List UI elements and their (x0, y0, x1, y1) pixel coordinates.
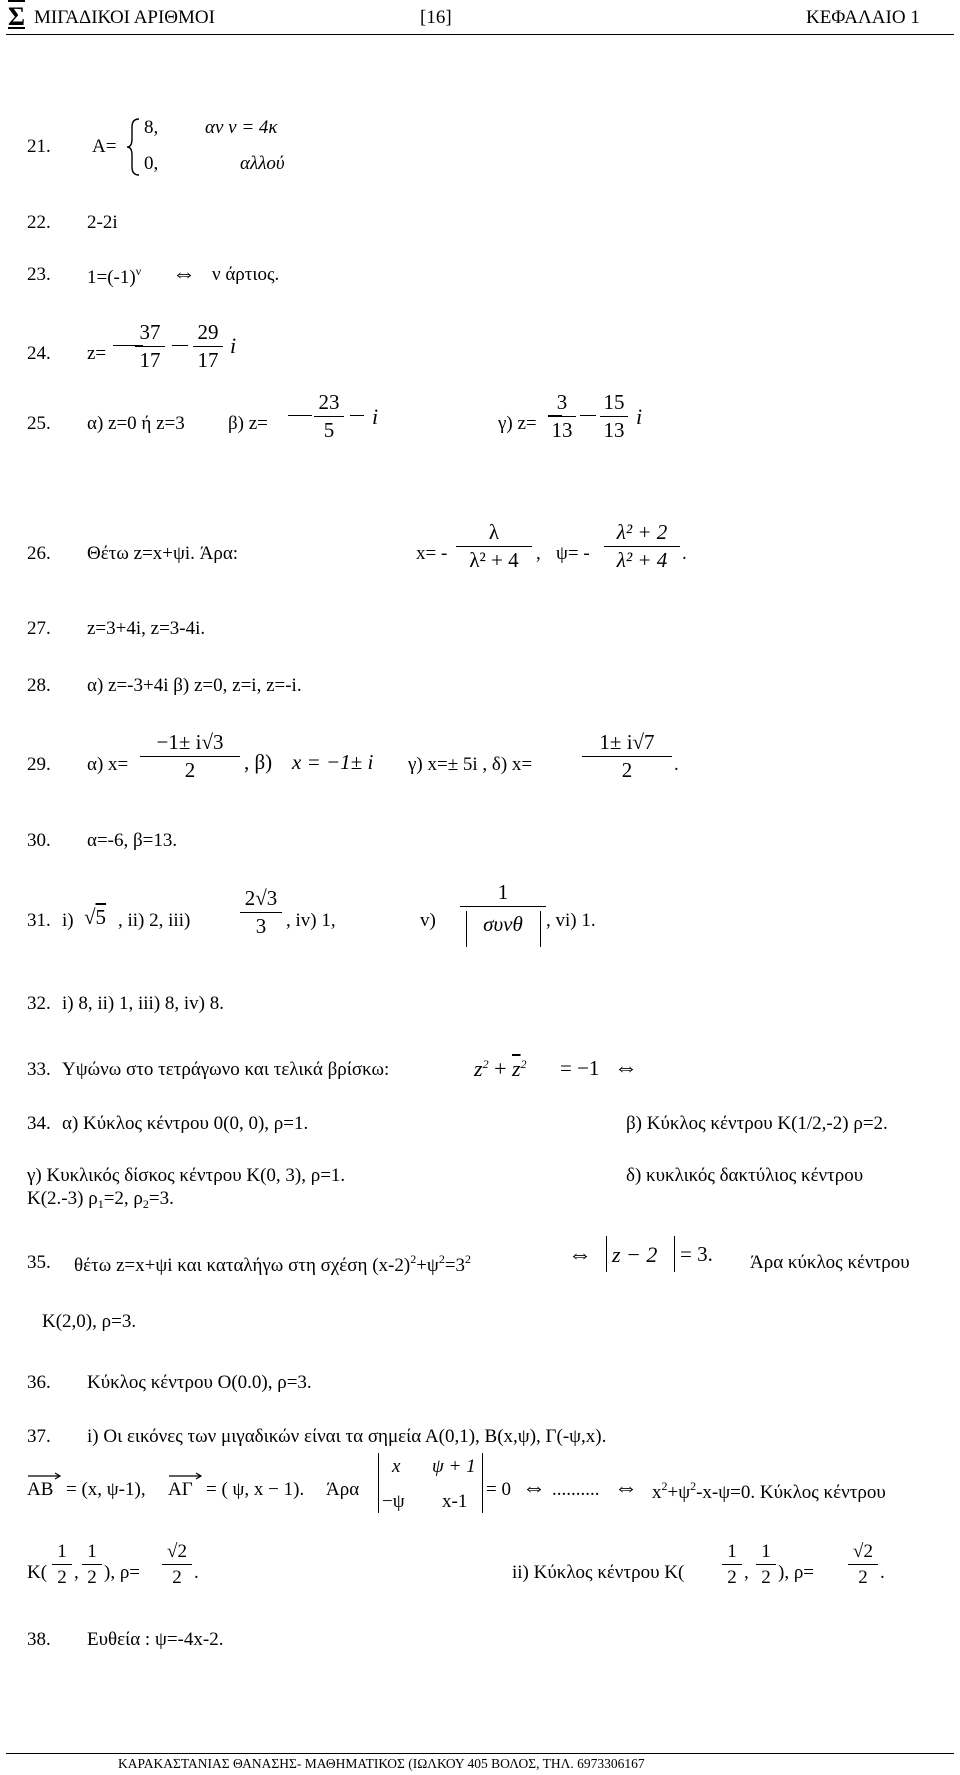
center-k: Κ( (27, 1562, 48, 1583)
z-squared-expr: $z^2 + \overline{z}^2$ (474, 1056, 527, 1081)
header-page-number: [16] (420, 7, 452, 28)
item-37-ii: ii) Κύκλος κέντρου Κ( (512, 1562, 685, 1583)
numerator: 1 (727, 1541, 737, 1562)
numerator: 23 (318, 390, 340, 414)
item-number: 25. (27, 413, 51, 434)
item-number: 31. (27, 910, 51, 931)
item-number: 38. (27, 1629, 51, 1650)
denominator: 2 (761, 1567, 771, 1588)
denominator: λ² + 4 (469, 548, 519, 572)
header-chapter: ΚΕΦΑΛΑΙΟ 1 (806, 7, 920, 28)
item-34-e (27, 1189, 174, 1210)
radius-label: ), ρ= (104, 1562, 141, 1583)
minus-sign (350, 415, 364, 416)
matrix-cell: ψ + 1 (432, 1456, 476, 1477)
fraction (604, 522, 680, 571)
vector-ag-value: = ( ψ, x − 1). (206, 1479, 305, 1500)
abs-bar (674, 1236, 675, 1272)
denominator: 2 (621, 758, 633, 782)
superscript: 2 (438, 1252, 445, 1266)
vector-arrow-icon (27, 1472, 63, 1480)
matrix-cell: x-1 (442, 1491, 468, 1512)
item-33-text: Υψώνω στο τετράγωνο και τελικά βρίσκω: (62, 1059, 390, 1080)
denominator: λ² + 4 (616, 548, 668, 572)
item-29-b-expr: x = −1± i (292, 750, 374, 774)
sqrt-5: √5 (84, 905, 107, 929)
numerator: 2√3 (244, 886, 278, 910)
item-31-c: , iv) 1, (286, 910, 336, 931)
item-27-text: z=3+4i, z=3-4i. (87, 618, 206, 639)
item-33-expr: = −1 (560, 1056, 600, 1080)
superscript: ν (135, 264, 142, 278)
denominator: 17 (197, 348, 219, 372)
fraction (52, 1542, 72, 1587)
comma: , (536, 543, 541, 564)
denominator: 2 (727, 1567, 737, 1588)
item-32-text: i) 8, ii) 1, iii) 8, iv) 8. (62, 993, 225, 1014)
item-29-c: γ) x=± 5i , δ) x= (408, 754, 533, 775)
text: +ψ (416, 1255, 439, 1276)
denominator: 2 (87, 1567, 97, 1588)
item-number: 32. (27, 993, 51, 1014)
item-29-a: α) x= (87, 754, 129, 775)
item-number: 33. (27, 1059, 51, 1080)
numerator: −1± i√3 (156, 730, 224, 754)
item-34-c: γ) Κυκλικός δίσκος κέντρου Κ(0, 3), ρ=1. (27, 1165, 346, 1186)
page-header (0, 0, 960, 34)
ara-text: Άρα (326, 1479, 360, 1500)
case-condition-1: αν ν = 4κ (205, 117, 278, 138)
numerator: λ² + 2 (616, 520, 668, 544)
item-number: 30. (27, 830, 51, 851)
item-number: 36. (27, 1372, 51, 1393)
equation: 1=(-1) (87, 267, 136, 288)
fraction (456, 522, 532, 571)
lhs: z= (87, 343, 107, 364)
iff-arrow: ⇔ (522, 1475, 546, 1501)
superscript: 2 (410, 1252, 417, 1266)
abs-bar (606, 1236, 607, 1272)
radicand: 5 (95, 905, 107, 929)
minus-sign (580, 415, 596, 416)
case-condition-2: αλλού (240, 153, 285, 174)
fraction (848, 1542, 878, 1587)
vector-ab-value: = (x, ψ-1), (66, 1479, 146, 1500)
comma: , (744, 1562, 749, 1583)
item-37-a: i) Οι εικόνες των μιγαδικών είναι τα σημεία Α(0,1), Β(x,ψ), Γ(-ψ,x). (87, 1426, 607, 1447)
item-number: 26. (27, 543, 51, 564)
header-title: ΜΙΓΑΔΙΚΟΙ ΑΡΙΘΜΟΙ (34, 7, 215, 28)
item-number: 23. (27, 264, 51, 285)
item-36-text: Κύκλος κέντρου Ο(0.0), ρ=3. (87, 1372, 312, 1393)
imaginary-unit: i (230, 333, 237, 358)
fraction (162, 1542, 192, 1587)
fraction (135, 322, 165, 371)
fraction (193, 322, 223, 371)
imaginary-unit: i (636, 404, 643, 429)
iff-arrow: ⇔ (568, 1242, 592, 1268)
fraction (548, 392, 576, 441)
item-number: 35. (27, 1252, 51, 1273)
item-31-e: , vi) 1. (546, 910, 596, 931)
item-34-a: α) Κύκλος κέντρου 0(0, 0), ρ=1. (62, 1113, 309, 1134)
superscript: 2 (661, 1479, 668, 1493)
item-35-a (74, 1253, 471, 1275)
superscript: 2 (465, 1252, 472, 1266)
comma: , (74, 1562, 79, 1583)
x-eq: x= - (416, 543, 448, 564)
text: θέτω z=x+ψi και καταλήγω στη σχέση (x-2) (74, 1255, 411, 1276)
item-35-e: Κ(2,0), ρ=3. (42, 1311, 137, 1332)
item-number: 24. (27, 343, 51, 364)
fraction (600, 392, 628, 441)
item-28-text: α) z=-3+4i β) z=0, z=i, z=-i. (87, 675, 302, 696)
subscript: 2 (142, 1197, 149, 1211)
item-29-b: , β) (244, 750, 273, 774)
denominator: 2 (172, 1567, 182, 1588)
numerator: 1 (761, 1541, 771, 1562)
text: Κ(2.-3) ρ (27, 1188, 98, 1209)
denominator: 5 (323, 418, 335, 442)
minus-sign (172, 345, 188, 346)
item-34-d: δ) κυκλικός δακτύλιος κέντρου (626, 1165, 864, 1186)
denominator: 13 (551, 418, 573, 442)
numerator: 1 (57, 1541, 67, 1562)
item-31-b: , ii) 2, iii) (118, 910, 191, 931)
numerator: 1 (87, 1541, 97, 1562)
left-brace (126, 117, 142, 177)
vector-ag (168, 1480, 193, 1499)
item-number: 34. (27, 1113, 51, 1134)
subscript: 1 (97, 1197, 104, 1211)
numerator: 3 (556, 390, 568, 414)
period: . (194, 1562, 199, 1583)
numerator: 1± i√7 (599, 730, 655, 754)
item-23-condition: ν άρτιος. (212, 264, 280, 285)
item-number: 29. (27, 754, 51, 775)
denominator: συνθ (483, 912, 523, 936)
abs-bar (466, 911, 467, 947)
denominator: 2 (57, 1567, 67, 1588)
vector-ab (27, 1480, 53, 1499)
matrix-cell: −ψ (382, 1491, 405, 1512)
dots: .......... (552, 1479, 600, 1500)
text: x (652, 1482, 662, 1503)
item-25-a: α) z=0 ή z=3 (87, 413, 185, 434)
case-value-2: 0, (144, 153, 159, 174)
fraction (240, 888, 282, 937)
item-30-text: α=-6, β=13. (87, 830, 178, 851)
numerator: λ (488, 520, 500, 544)
denominator: 17 (139, 348, 161, 372)
item-31-d: v) (420, 910, 436, 931)
fraction (82, 1542, 102, 1587)
equals-zero: = 0 (486, 1479, 511, 1500)
item-31-a: i) (62, 910, 74, 931)
iff-arrow: ⇔ (614, 1055, 638, 1081)
y-eq: ψ= - (556, 543, 590, 564)
fraction (756, 1542, 776, 1587)
abs-bar (540, 911, 541, 947)
item-number: 22. (27, 212, 51, 233)
matrix-cell: x (392, 1456, 401, 1477)
iff-arrow: ⇔ (172, 261, 196, 287)
det-bar (378, 1453, 379, 1513)
denominator: 2 (184, 758, 196, 782)
fraction (314, 392, 344, 441)
item-22-text: 2-2i (87, 212, 118, 233)
denominator: 2 (858, 1567, 868, 1588)
period: . (674, 754, 679, 775)
item-38-text: Ευθεία : ψ=-4x-2. (87, 1629, 224, 1650)
period: . (880, 1562, 885, 1583)
superscript: 2 (690, 1479, 697, 1493)
item-35-d: Άρα κύκλος κέντρου (750, 1252, 910, 1273)
item-number: 28. (27, 675, 51, 696)
header-rule (6, 34, 954, 35)
numerator: 29 (197, 320, 219, 344)
numerator: 1 (497, 880, 509, 904)
radius-label: ), ρ= (778, 1562, 815, 1583)
footer-text: ΚΑΡΑΚΑΣΤΑΝΙΑΣ ΘΑΝΑΣΗΣ- ΜΑΘΗΜΑΤΙΚΟΣ (ΙΩΛΚΟΥ 405 ΒΟΛΟΣ, ΤΗΛ. 6973306167 (118, 1756, 645, 1771)
period: . (682, 543, 687, 564)
sigma-logo: Σ (8, 2, 25, 31)
item-35-eq: = 3. (680, 1242, 713, 1266)
text: -x-ψ=0. Κύκλος κέντρου (696, 1482, 886, 1503)
numerator: 15 (603, 390, 625, 414)
minus-sign (288, 415, 312, 416)
imaginary-unit: i (372, 404, 379, 429)
result-equation (652, 1480, 886, 1502)
item-25-b: β) z= (228, 413, 268, 434)
item-number: 21. (27, 136, 51, 157)
item-number: 27. (27, 618, 51, 639)
vector-label: ΑΓ (168, 1479, 193, 1500)
case-value-1: 8, (144, 117, 159, 138)
fraction (140, 732, 240, 781)
text: =3 (444, 1255, 466, 1276)
numerator: √2 (167, 1541, 187, 1562)
item-26-text: Θέτω z=x+ψi. Άρα: (87, 543, 239, 564)
fraction (722, 1542, 742, 1587)
fraction (582, 732, 672, 781)
denominator: 3 (255, 914, 267, 938)
fraction (460, 882, 546, 935)
lhs: A= (92, 136, 117, 157)
text: =2, ρ (103, 1188, 143, 1209)
item-35-expr: z − 2 (612, 1242, 658, 1267)
denominator: 13 (603, 418, 625, 442)
item-23-text (87, 265, 141, 287)
text: =3. (148, 1188, 174, 1209)
item-34-b: β) Κύκλος κέντρου Κ(1/2,-2) ρ=2. (626, 1113, 888, 1134)
footer-rule (6, 1753, 954, 1754)
item-number: 37. (27, 1426, 51, 1447)
iff-arrow: ⇔ (614, 1475, 638, 1501)
numerator: √2 (853, 1541, 873, 1562)
vector-arrow-icon (168, 1472, 204, 1480)
vector-label: AB (27, 1479, 54, 1500)
numerator: 37 (139, 320, 161, 344)
item-25-c: γ) z= (498, 413, 537, 434)
det-bar (482, 1453, 483, 1513)
text: +ψ (667, 1482, 691, 1503)
